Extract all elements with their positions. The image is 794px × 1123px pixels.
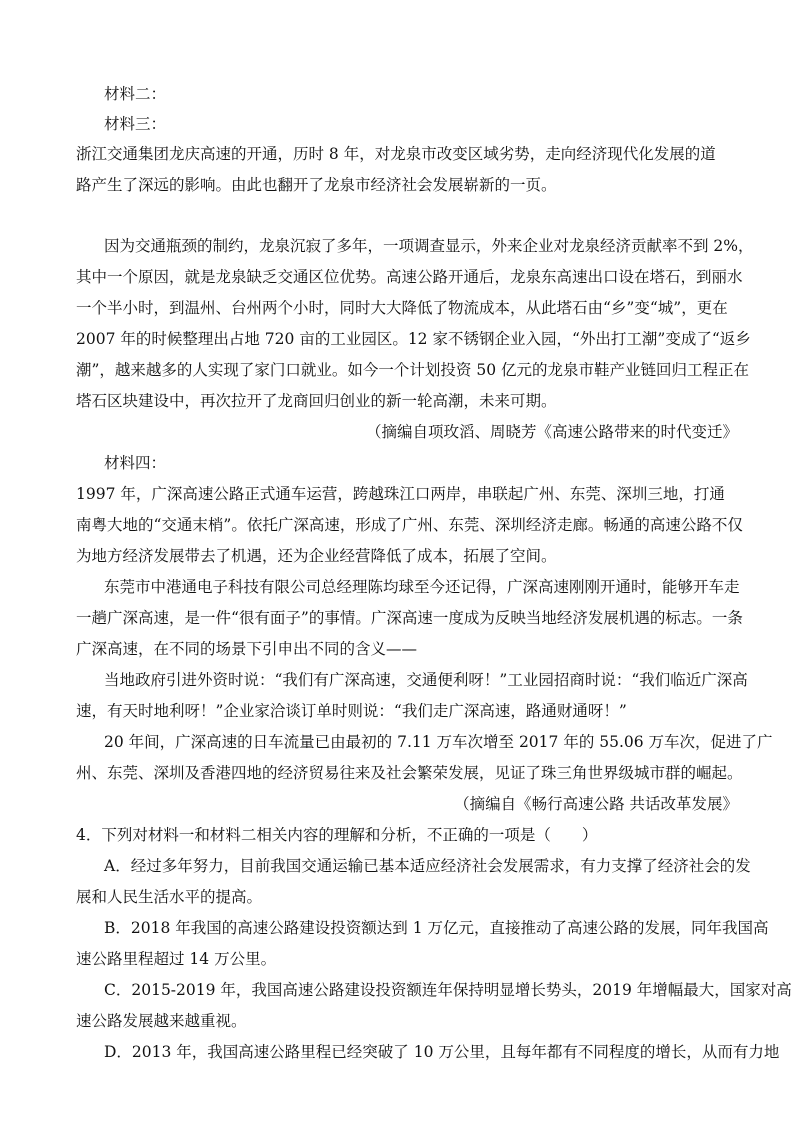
material3-line: 浙江交通集团龙庆高速的开通，历时 8 年，对龙泉市改变区域劣势，走向经济现代化发展的道 xyxy=(76,145,716,163)
material4-line: 为地方经济发展带去了机遇，还为企业经营降低了成本，拓展了空间。 xyxy=(76,547,557,565)
option-a: A．经过多年努力，目前我国交通运输已基本适应经济社会发展需求，有力支撑了经济社会的发 xyxy=(104,857,751,875)
material3-line: 因为交通瓶颈的制约，龙泉沉寂了多年，一项调查显示，外来企业对龙泉经济贡献率不到 2%， xyxy=(104,237,754,255)
material4-line: 广深高速，在不同的场景下引申出不同的含义—— xyxy=(76,640,418,658)
material4-line: 1997 年，广深高速公路正式通车运营，跨越珠江口两岸，串联起广州、东莞、深圳三地，打通 xyxy=(76,485,725,503)
option-c: C．2015-2019 年，我国高速公路建设投资额连年保持明显增长势头，2019 年增幅最大，国家对高 xyxy=(104,981,792,999)
material3-line: 其中一个原因，就是龙泉缺乏交通区位优势。高速公路开通后，龙泉东高速出口设在塔石，到丽水 xyxy=(76,268,743,286)
option-d: D．2013 年，我国高速公路里程已经突破了 10 万公里，且每年都有不同程度的增长，从而有力地 xyxy=(104,1043,780,1061)
material3-line: 一个半小时，到温州、台州两个小时，同时大大降低了物流成本，从此塔石由“乡”变“城”，更在 xyxy=(76,299,728,317)
material4-line: 一趟广深高速，是一件“很有面子”的事情。广深高速一度成为反映当地经济发展机遇的标志。一条 xyxy=(76,609,743,627)
material4-line: 速，有天时地利呀！”企业家洽谈订单时则说：“我们走广深高速，路通财通呀！” xyxy=(76,702,627,720)
material2-heading: 材料二： xyxy=(104,85,167,103)
material4-line: 南粤大地的“交通末梢”。依托广深高速，形成了广州、东莞、深圳经济走廊。畅通的高速公路不仅 xyxy=(76,516,743,534)
material3-line: 路产生了深远的影响。由此也翻开了龙泉市经济社会发展崭新的一页。 xyxy=(76,176,557,194)
material3-line: 2007 年的时候整理出占地 720 亩的工业园区。12 家不锈钢企业入园，“外出打工潮”变成了“返乡 xyxy=(76,330,751,348)
option-a-cont: 展和人民生活水平的提高。 xyxy=(76,888,263,906)
material3-line: 塔石区块建设中，再次拉开了龙商回归创业的新一轮高潮，未来可期。 xyxy=(76,392,557,410)
material3-line: 潮”，越来越多的人实现了家门口就业。如今一个计划投资 50 亿元的龙泉市鞋产业链回归工程正在 xyxy=(76,361,750,379)
option-b: B．2018 年我国的高速公路建设投资额达到 1 万亿元，直接推动了高速公路的发展，同年我国高 xyxy=(104,919,769,937)
question-stem: 4．下列对材料一和材料二相关内容的理解和分析，不正确的一项是（ ） xyxy=(76,826,598,844)
material4-source: （摘编自《畅行高速公路 共话改革发展》 xyxy=(454,795,738,813)
material3-heading: 材料三： xyxy=(104,115,167,133)
material4-heading: 材料四： xyxy=(104,454,167,472)
option-c-cont: 速公路发展越来越重视。 xyxy=(76,1012,247,1030)
option-b-cont: 速公路里程超过 14 万公里。 xyxy=(76,950,277,968)
material4-line: 东莞市中港通电子科技有限公司总经理陈均球至今还记得，广深高速刚刚开通时，能够开车走 xyxy=(104,578,740,596)
material4-line: 20 年间，广深高速的日车流量已由最初的 7.11 万车次增至 2017 年的 55.06 万车次，促进了广 xyxy=(104,733,773,751)
material4-line: 当地政府引进外资时说：“我们有广深高速，交通便利呀！”工业园招商时说：“我们临近广深高 xyxy=(104,671,748,689)
material3-source: （摘编自项玫滔、周晓芳《高速公路带来的时代变迁》 xyxy=(365,423,738,441)
material4-line: 州、东莞、深圳及香港四地的经济贸易往来及社会繁荣发展，见证了珠三角世界级城市群的崛起。 xyxy=(76,764,743,782)
